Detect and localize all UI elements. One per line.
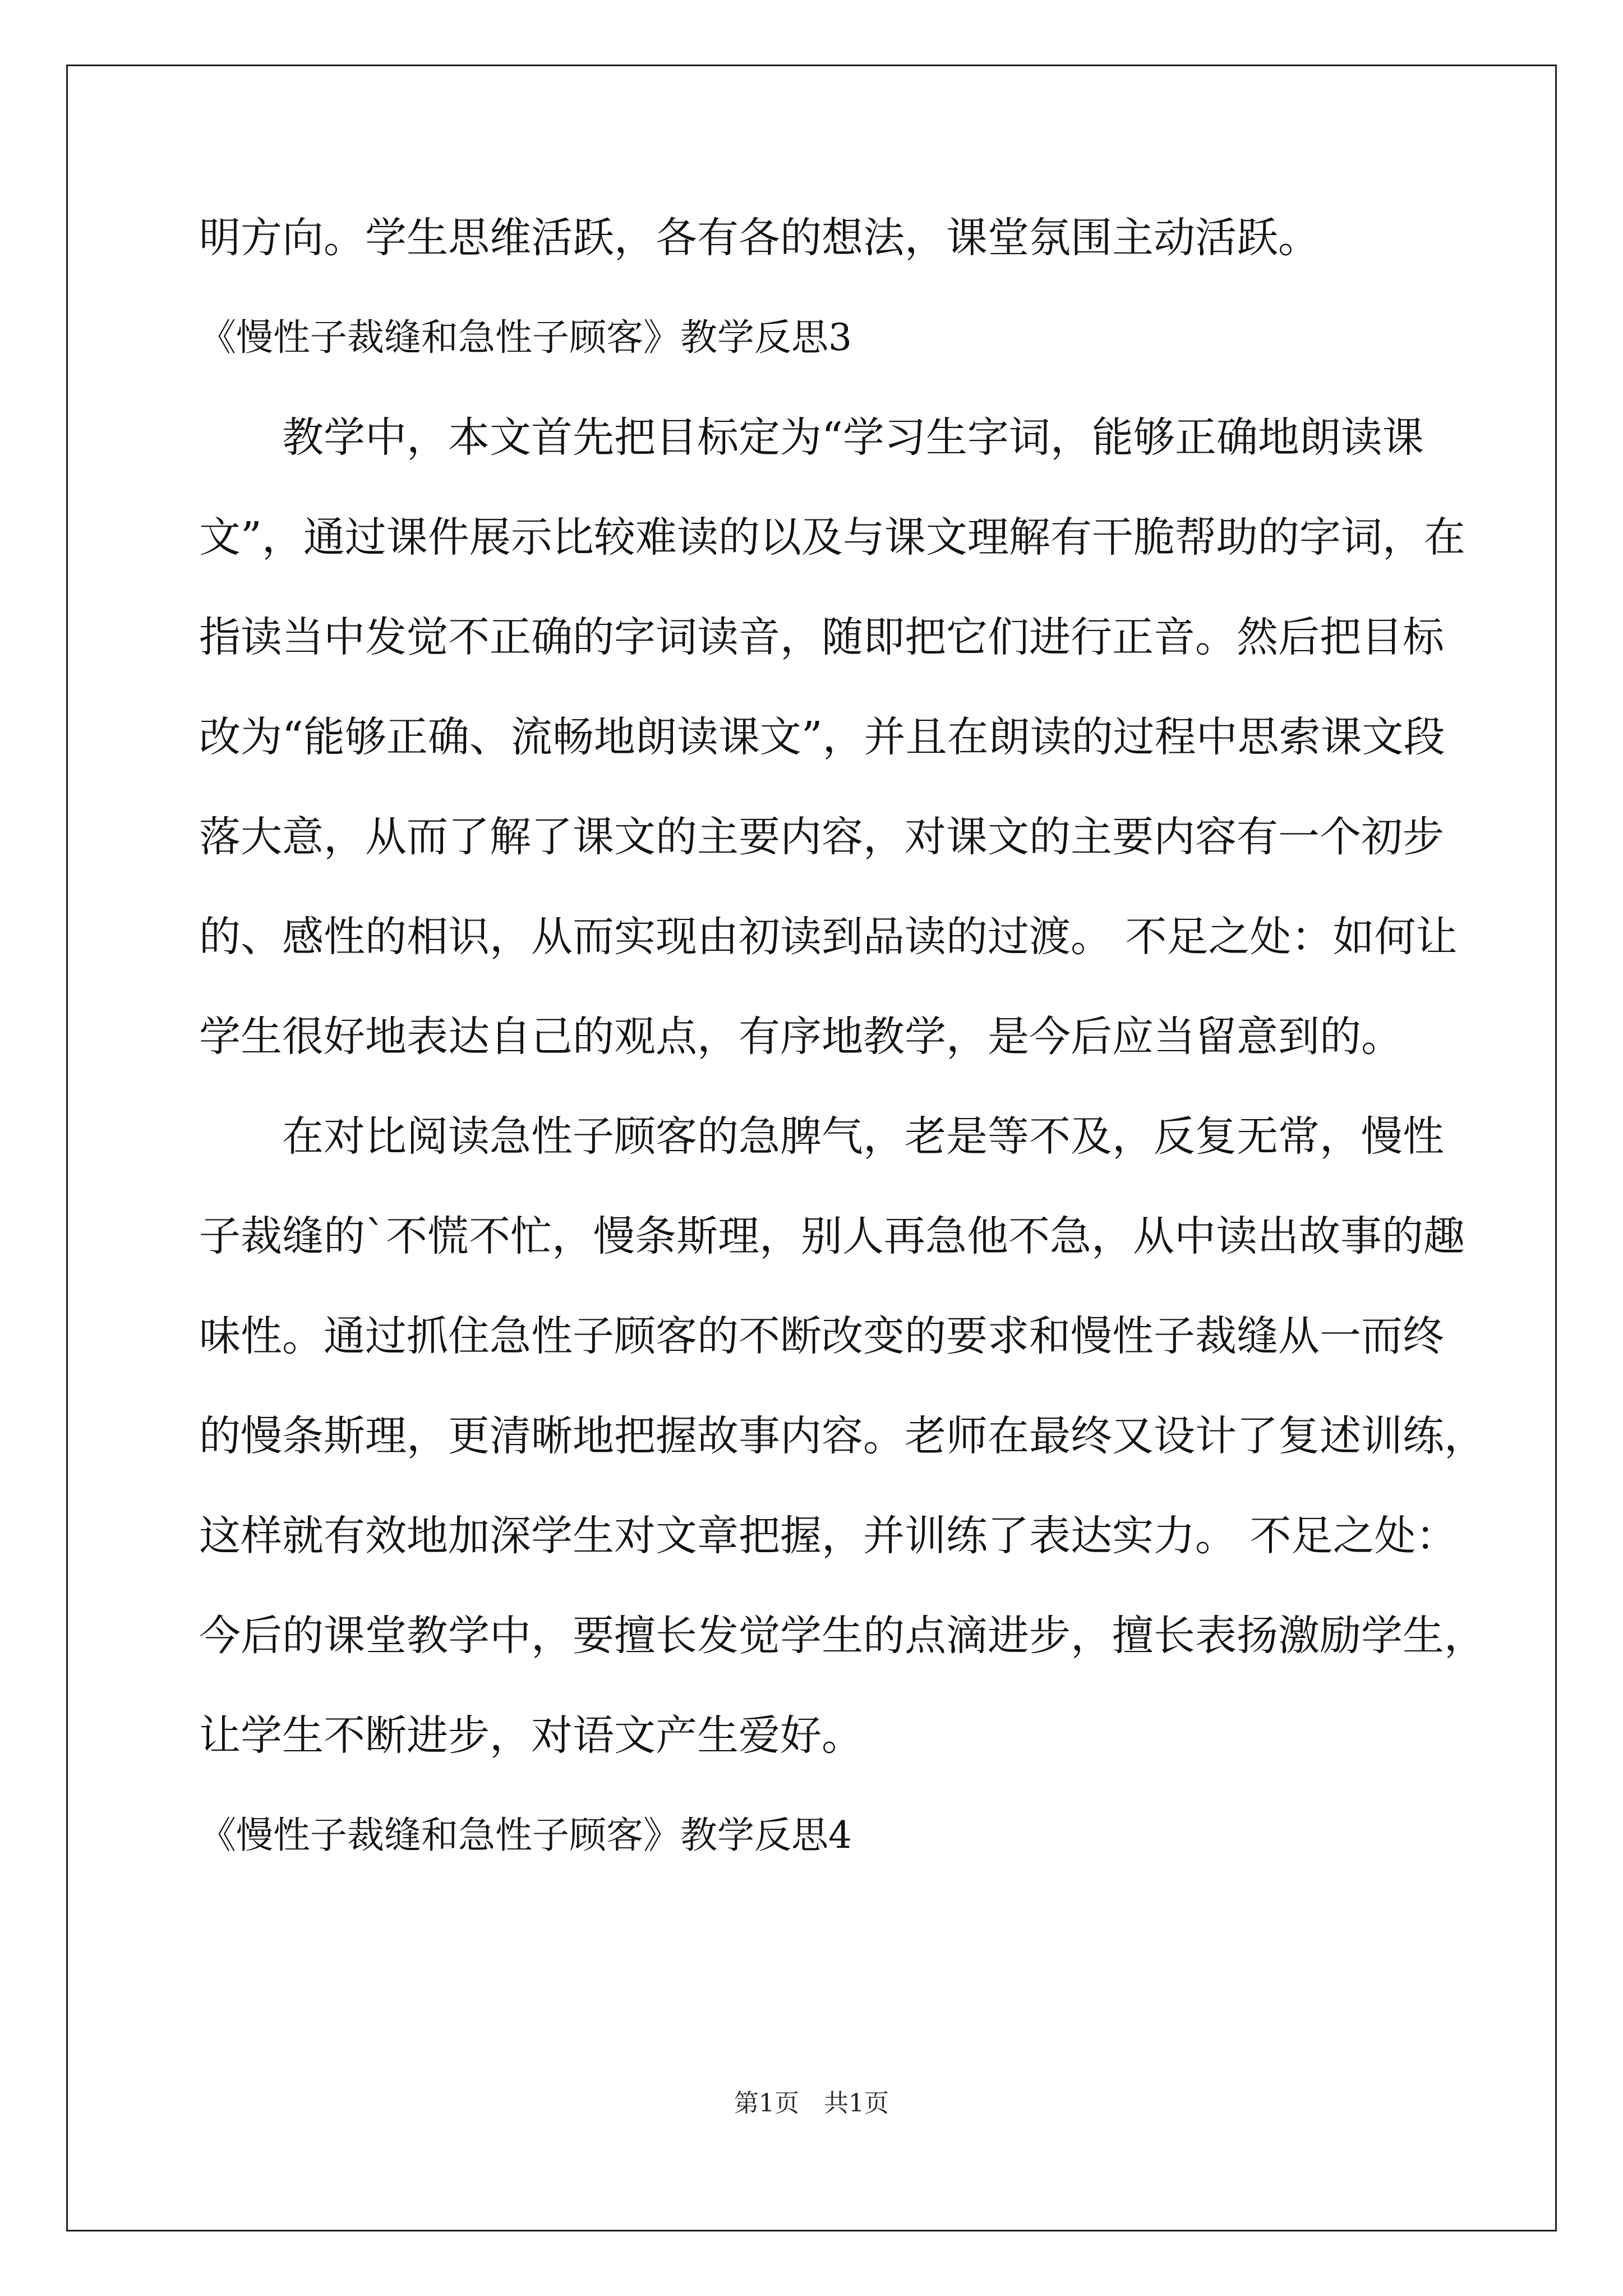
paragraph-line: 在对比阅读急性子顾客的急脾气，老是等不及，反复无常，慢性 xyxy=(282,1112,1444,1161)
paragraph-line: 落大意，从而了解了课文的主要内容，对课文的主要内容有一个初步 xyxy=(199,813,1444,861)
paragraph-line: 今后的课堂教学中，要擅长发觉学生的点滴进步，擅长表扬激励学生， xyxy=(199,1612,1486,1660)
paragraph-line: 教学中，本文首先把目标定为“学习生字词，能够正确地朗读课 xyxy=(282,413,1424,462)
paragraph-line: 的、感性的相识，从而实现由初读到品读的过渡。 不足之处：如何让 xyxy=(199,913,1458,961)
paragraph-line: 让学生不断进步，对语文产生爱好。 xyxy=(199,1711,863,1760)
document-body xyxy=(199,188,1486,1885)
section-heading: 《慢性子裁缝和急性子顾客》教学反思3 xyxy=(199,316,852,359)
paragraph-line: 学生很好地表达自己的观点，有序地教学，是今后应当留意到的。 xyxy=(199,1013,1403,1061)
paragraph-line: 改为“能够正确、流畅地朗读课文”，并且在朗读的过程中思索课文段 xyxy=(199,713,1445,761)
paragraph-line: 这样就有效地加深学生对文章把握，并训练了表达实力。 不足之处： xyxy=(199,1512,1458,1560)
paragraph-line: 的慢条斯理，更清晰地把握故事内容。老师在最终又设计了复述训练， xyxy=(199,1412,1486,1460)
section-heading: 《慢性子裁缝和急性子顾客》教学反思4 xyxy=(199,1814,852,1857)
paragraph-line: 味性。通过抓住急性子顾客的不断改变的要求和慢性子裁缝从一而终 xyxy=(199,1312,1444,1360)
page-number: 第1页 共1页 xyxy=(734,2089,889,2118)
paragraph-line: 子裁缝的`不慌不忙，慢条斯理，别人再急他不急，从中读出故事的趣 xyxy=(199,1212,1465,1260)
paragraph-line: 文”，通过课件展示比较难读的以及与课文理解有干脆帮助的字词，在 xyxy=(199,513,1465,562)
paragraph-line: 明方向。学生思维活跃，各有各的想法，课堂氛围主动活跃。 xyxy=(199,214,1320,262)
paragraph-line: 指读当中发觉不正确的字词读音，随即把它们进行正音。然后把目标 xyxy=(199,613,1444,661)
